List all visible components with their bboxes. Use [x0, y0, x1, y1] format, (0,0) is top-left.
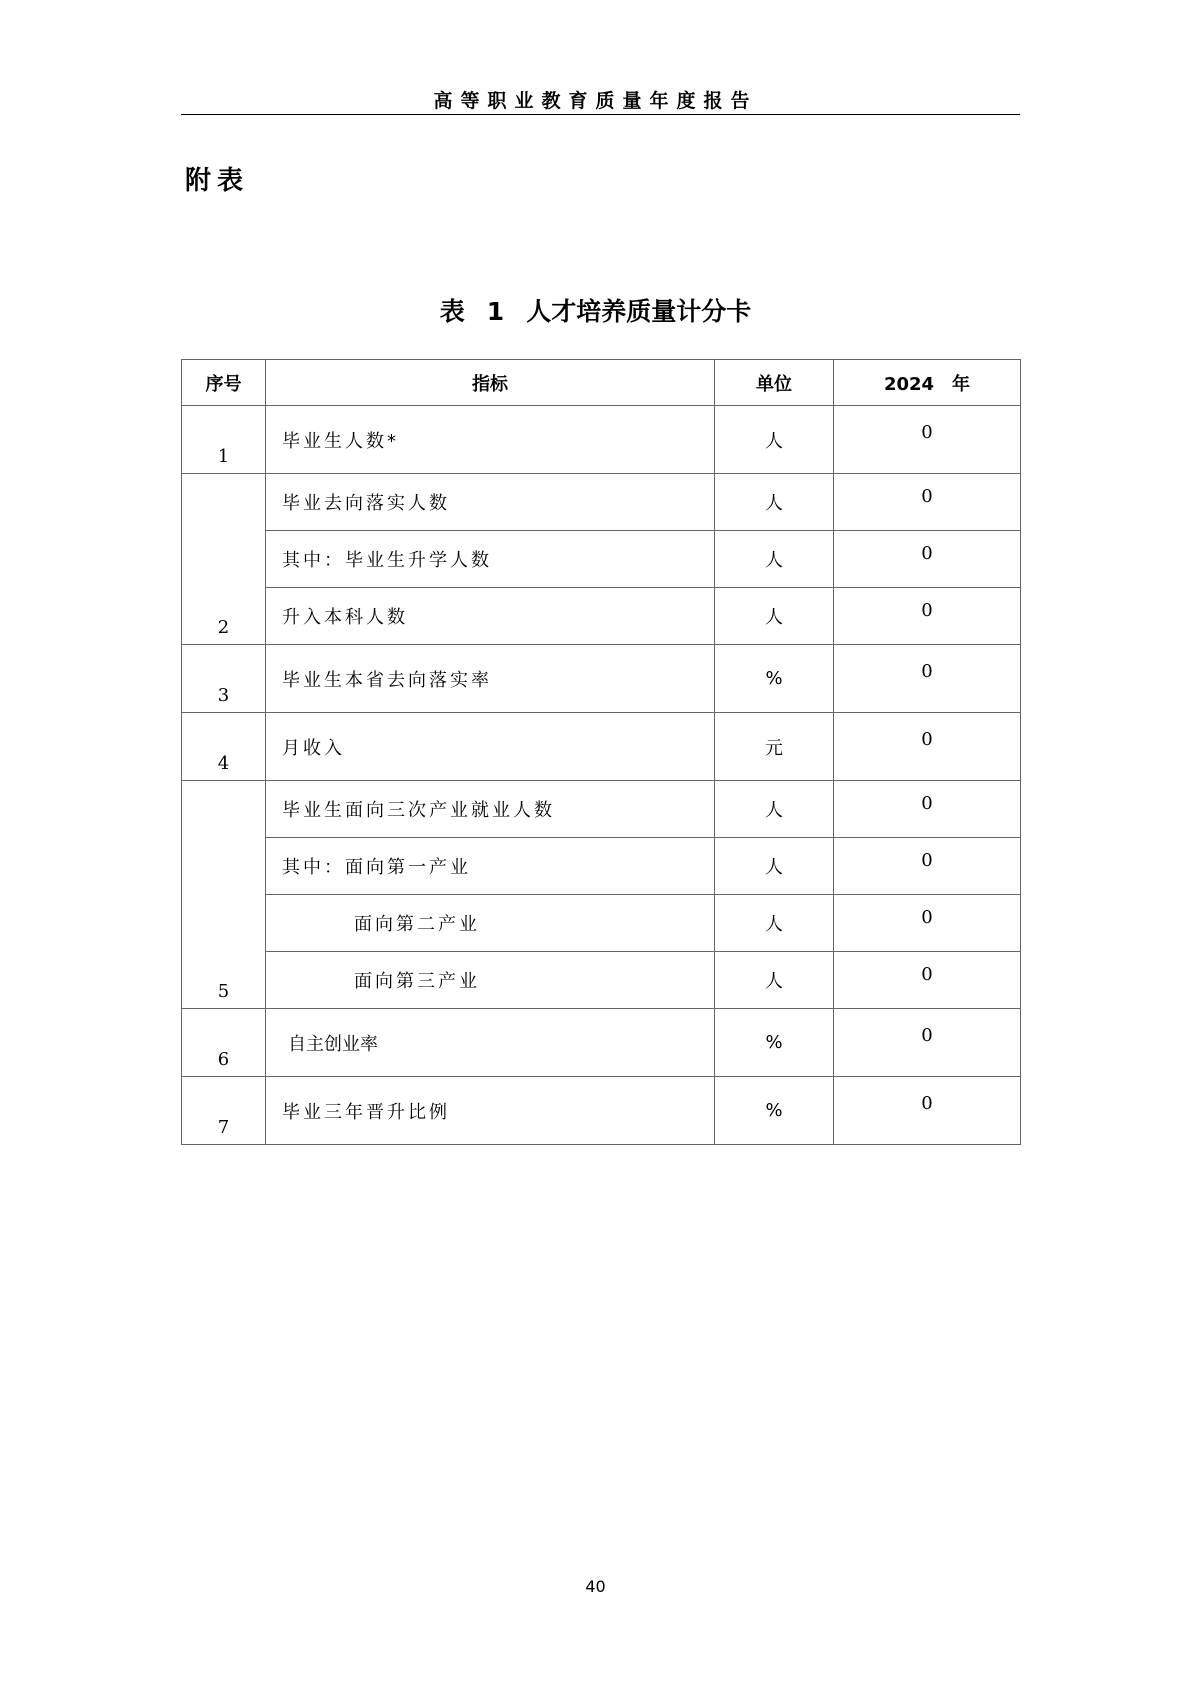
row-seq: 5	[182, 781, 266, 1009]
row-value: 0	[834, 474, 1021, 531]
row-indicator: 毕业生人数*	[266, 406, 715, 474]
row-indicator: 毕业生本省去向落实率	[266, 645, 715, 713]
row-seq: 2	[182, 474, 266, 645]
header-divider	[181, 114, 1020, 115]
row-indicator: 面向第三产业	[266, 952, 715, 1009]
row-unit: 人	[715, 588, 834, 645]
row-seq: 7	[182, 1077, 266, 1145]
table-row	[182, 531, 1021, 588]
running-header: 高等职业教育质量年度报告	[433, 90, 758, 112]
table-row	[182, 713, 1021, 781]
table-row	[182, 645, 1021, 713]
column-header-indicator: 指标	[266, 360, 715, 406]
column-header-year: 2024 年	[834, 360, 1021, 406]
row-seq: 3	[182, 645, 266, 713]
row-value: 0	[834, 645, 1021, 713]
page-number: 40	[585, 1577, 606, 1596]
talent-quality-table	[181, 359, 1021, 1145]
row-indicator: 面向第二产业	[266, 895, 715, 952]
row-indicator: 毕业生面向三次产业就业人数	[266, 781, 715, 838]
row-value: 0	[834, 895, 1021, 952]
row-value: 0	[834, 781, 1021, 838]
table-caption-prefix: 表	[439, 297, 465, 326]
row-value: 0	[834, 1009, 1021, 1077]
table-row	[182, 406, 1021, 474]
row-indicator: 毕业去向落实人数	[266, 474, 715, 531]
row-unit: %	[715, 1077, 834, 1145]
row-value: 0	[834, 531, 1021, 588]
row-indicator: 其中：面向第一产业	[266, 838, 715, 895]
row-value: 0	[834, 838, 1021, 895]
column-header-unit: 单位	[715, 360, 834, 406]
row-value: 0	[834, 588, 1021, 645]
table-caption	[0, 292, 1191, 328]
table-caption-number: 1	[486, 297, 505, 326]
row-unit: 元	[715, 713, 834, 781]
table-row	[182, 1009, 1021, 1077]
column-header-seq: 序号	[182, 360, 266, 406]
row-indicator: 自主创业率	[266, 1009, 715, 1077]
row-seq: 1	[182, 406, 266, 474]
row-value: 0	[834, 713, 1021, 781]
table-row	[182, 588, 1021, 645]
row-seq: 6	[182, 1009, 266, 1077]
row-value: 0	[834, 952, 1021, 1009]
table-row	[182, 838, 1021, 895]
row-unit: 人	[715, 406, 834, 474]
row-unit: 人	[715, 895, 834, 952]
row-unit: 人	[715, 474, 834, 531]
table-row	[182, 895, 1021, 952]
row-indicator: 月收入	[266, 713, 715, 781]
row-unit: 人	[715, 952, 834, 1009]
row-unit: 人	[715, 781, 834, 838]
row-unit: %	[715, 645, 834, 713]
row-unit: 人	[715, 531, 834, 588]
row-indicator: 升入本科人数	[266, 588, 715, 645]
row-value: 0	[834, 406, 1021, 474]
table-header-row	[182, 360, 1021, 406]
row-value: 0	[834, 1077, 1021, 1145]
section-title: 附表	[185, 166, 250, 196]
table-caption-title: 人才培养质量计分卡	[526, 297, 752, 326]
table-row	[182, 474, 1021, 531]
row-indicator: 其中：毕业生升学人数	[266, 531, 715, 588]
table-row	[182, 1077, 1021, 1145]
row-unit: 人	[715, 838, 834, 895]
table-row	[182, 781, 1021, 838]
table-row	[182, 952, 1021, 1009]
row-unit: %	[715, 1009, 834, 1077]
row-seq: 4	[182, 713, 266, 781]
row-indicator: 毕业三年晋升比例	[266, 1077, 715, 1145]
